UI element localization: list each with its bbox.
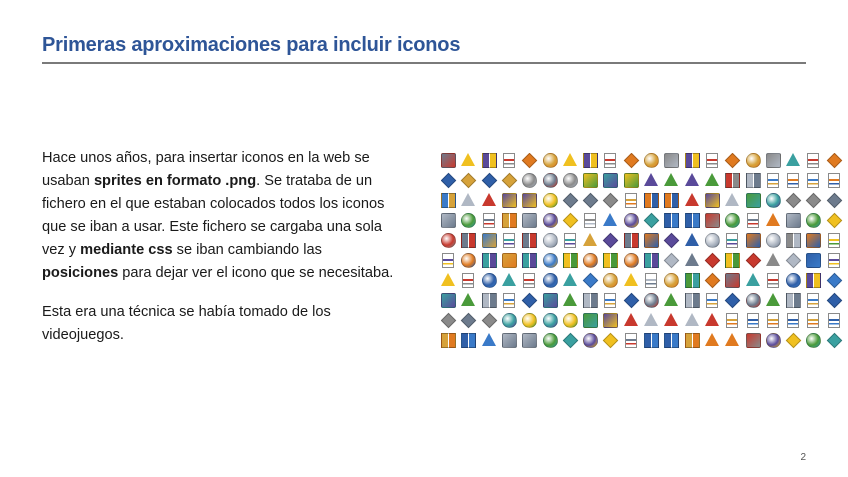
sprite-icon: [441, 313, 456, 329]
sprite-icon: [502, 253, 517, 268]
sprite-icon: [522, 153, 538, 168]
sprite-icon: [543, 293, 558, 308]
sprite-icon: [786, 333, 802, 349]
sprite-icon: [522, 213, 537, 228]
sprite-icon: [563, 293, 577, 306]
sprite-icon: [685, 333, 700, 348]
sprite-icon: [522, 313, 537, 328]
sprite-icon: [603, 253, 618, 268]
sprite-icon: [726, 233, 738, 248]
sprite-icon: [664, 313, 678, 326]
sprite-icon: [483, 213, 495, 228]
sprite-icon: [786, 273, 801, 288]
sprite-icon: [644, 153, 659, 168]
sprite-icon: [746, 293, 761, 308]
sprite-icon: [826, 273, 842, 289]
sprite-icon: [461, 333, 476, 348]
sprite-icon: [766, 253, 780, 266]
sprite-icon: [603, 173, 618, 188]
sprite-icon: [685, 173, 699, 186]
sprite-icon: [664, 253, 680, 269]
sprite-icon: [786, 213, 801, 228]
sprite-icon: [461, 313, 477, 329]
sprite-icon: [685, 193, 699, 206]
p1-bold-css: mediante css: [80, 242, 173, 258]
sprite-icon: [725, 273, 740, 288]
sprite-icon: [461, 173, 477, 189]
sprite-icon: [583, 273, 599, 289]
icon-sprite-sheet: [441, 153, 848, 353]
sprite-icon: [481, 313, 497, 329]
sprite-icon: [563, 273, 577, 286]
sprite-icon: [543, 173, 558, 188]
sprite-icon: [583, 233, 597, 246]
sprite-icon: [583, 293, 598, 308]
sprite-icon: [461, 293, 475, 306]
sprite-icon: [786, 193, 802, 209]
sprite-icon: [828, 313, 840, 328]
sprite-icon: [644, 333, 659, 348]
sprite-icon: [644, 213, 660, 229]
sprite-icon: [461, 213, 476, 228]
p1-text-3: se iban cambiando las: [172, 242, 322, 258]
sprite-icon: [725, 193, 739, 206]
sprite-icon: [725, 253, 740, 268]
sprite-icon: [828, 233, 840, 248]
sprite-icon: [766, 153, 781, 168]
sprite-icon: [441, 173, 456, 189]
sprite-icon: [583, 253, 598, 268]
sprite-icon: [482, 333, 496, 346]
sprite-icon: [826, 153, 842, 168]
sprite-icon: [482, 193, 496, 206]
sprite-icon: [563, 333, 579, 349]
sprite-icon: [522, 233, 537, 248]
sprite-icon: [767, 173, 779, 188]
sprite-icon: [583, 173, 598, 188]
sprite-icon: [807, 173, 819, 188]
sprite-icon: [766, 213, 780, 226]
sprite-icon: [441, 293, 456, 308]
sprite-icon: [522, 293, 538, 309]
sprite-icon: [747, 213, 759, 228]
sprite-icon: [725, 293, 741, 309]
sprite-icon: [441, 273, 455, 286]
sprite-icon: [644, 233, 659, 248]
sprite-icon: [522, 333, 537, 348]
sprite-icon: [623, 293, 639, 309]
sprite-icon: [604, 153, 616, 168]
sprite-icon: [766, 293, 780, 306]
sprite-icon: [462, 273, 474, 288]
sprite-icon: [826, 293, 842, 309]
sprite-icon: [746, 233, 761, 248]
sprite-icon: [725, 333, 739, 346]
sprite-icon: [482, 293, 497, 308]
sprite-icon: [664, 273, 679, 288]
sprite-icon: [746, 273, 760, 286]
sprite-icon: [747, 313, 759, 328]
sprite-icon: [664, 153, 679, 168]
sprite-icon: [563, 153, 577, 166]
sprite-icon: [725, 153, 741, 168]
sprite-icon: [481, 173, 497, 189]
sprite-icon: [583, 313, 598, 328]
sprite-icon: [563, 253, 578, 268]
p1-bold-sprites: sprites en formato .png: [93, 173, 257, 189]
sprite-icon: [664, 193, 679, 208]
sprite-icon: [461, 193, 475, 206]
sprite-icon: [502, 193, 517, 208]
sprite-icon: [644, 253, 659, 268]
sprite-icon: [563, 213, 579, 229]
sprite-icon: [705, 333, 719, 346]
sprite-icon: [603, 213, 617, 226]
sprite-icon: [503, 153, 515, 168]
sprite-icon: [806, 213, 821, 228]
sprite-icon: [543, 193, 558, 208]
sprite-icon: [685, 293, 700, 308]
sprite-icon: [603, 313, 618, 328]
sprite-icon: [826, 333, 842, 349]
sprite-icon: [787, 173, 799, 188]
sprite-icon: [685, 313, 699, 326]
sprite-icon: [625, 193, 637, 208]
sprite-icon: [564, 233, 576, 248]
sprite-icon: [705, 193, 720, 208]
sprite-icon: [746, 153, 761, 168]
sprite-icon: [664, 173, 678, 186]
sprite-icon: [705, 313, 719, 326]
sprite-icon: [482, 273, 497, 288]
p1-text-2: . Se trataba de un fichero en el que estaban colocados todos los iconos que se iban a usar. Este fichero se cargaba una sola vez y: [42, 173, 385, 258]
sprite-icon: [806, 273, 821, 288]
sprite-icon: [624, 173, 639, 188]
sprite-icon: [603, 273, 618, 288]
sprite-icon: [461, 253, 476, 268]
sprite-icon: [726, 313, 738, 328]
sprite-icon: [826, 193, 842, 209]
sprite-icon: [644, 173, 658, 186]
p1-text-4: para dejar ver el icono que se necesitaba.: [118, 265, 394, 281]
slide-title: Primeras aproximaciones para incluir iconos: [42, 34, 461, 56]
sprite-icon: [502, 273, 516, 286]
sprite-icon: [543, 253, 558, 268]
sprite-icon: [441, 233, 456, 248]
sprite-icon: [461, 233, 476, 248]
sprite-icon: [543, 333, 558, 348]
sprite-icon: [441, 213, 456, 228]
sprite-icon: [583, 153, 598, 168]
paragraph-sprites: [42, 147, 402, 285]
sprite-icon: [705, 273, 721, 289]
sprite-icon: [503, 293, 515, 308]
sprite-icon: [543, 213, 558, 228]
sprite-icon: [603, 233, 619, 249]
sprite-icon: [624, 313, 638, 326]
sprite-icon: [685, 233, 699, 246]
sprite-icon: [787, 313, 799, 328]
sprite-icon: [441, 153, 456, 168]
sprite-icon: [664, 233, 680, 249]
sprite-icon: [826, 213, 842, 229]
sprite-icon: [806, 193, 822, 209]
sprite-icon: [705, 213, 720, 228]
sprite-icon: [786, 293, 801, 308]
sprite-icon: [705, 173, 719, 186]
sprite-icon: [746, 173, 761, 188]
p1-text-1: Hace unos años, para insertar iconos en la web se usaban: [42, 150, 370, 189]
sprite-icon: [664, 213, 679, 228]
sprite-icon: [502, 313, 517, 328]
sprite-icon: [705, 233, 720, 248]
paragraph-videogames: Esta era una técnica se había tomado de los videojuegos.: [42, 304, 331, 343]
sprite-icon: [563, 173, 578, 188]
body-text: [42, 147, 402, 363]
sprite-icon: [685, 153, 700, 168]
sprite-icon: [563, 193, 579, 209]
sprite-icon: [807, 313, 819, 328]
sprite-icon: [644, 313, 658, 326]
sprite-icon: [807, 293, 819, 308]
sprite-icon: [645, 273, 657, 288]
sprite-icon: [725, 213, 740, 228]
sprite-icon: [543, 313, 558, 328]
sprite-icon: [623, 153, 639, 168]
sprite-icon: [502, 333, 517, 348]
sprite-icon: [786, 253, 802, 269]
sprite-icon: [603, 333, 619, 349]
sprite-icon: [522, 173, 537, 188]
sprite-icon: [604, 293, 616, 308]
sprite-icon: [786, 233, 801, 248]
sprite-icon: [685, 253, 699, 266]
p1-bold-positions: posiciones: [42, 265, 119, 281]
sprite-icon: [624, 213, 639, 228]
sprite-icon: [725, 173, 740, 188]
sprite-icon: [583, 333, 598, 348]
sprite-icon: [828, 253, 840, 268]
sprite-icon: [664, 333, 679, 348]
sprite-icon: [705, 253, 721, 269]
sprite-icon: [767, 313, 779, 328]
sprite-icon: [706, 153, 718, 168]
sprite-icon: [745, 253, 761, 269]
sprite-icon: [461, 153, 475, 166]
sprite-icon: [624, 233, 639, 248]
sprite-icon: [624, 273, 638, 286]
sprite-icon: [706, 293, 718, 308]
page-number: 2: [800, 452, 806, 463]
sprite-icon: [583, 193, 599, 209]
sprite-icon: [502, 213, 517, 228]
sprite-icon: [523, 273, 535, 288]
sprite-icon: [522, 253, 537, 268]
sprite-icon: [685, 213, 700, 228]
sprite-icon: [543, 233, 558, 248]
sprite-icon: [482, 153, 497, 168]
sprite-icon: [482, 233, 497, 248]
sprite-icon: [828, 173, 840, 188]
sprite-icon: [522, 193, 537, 208]
title-divider: [42, 62, 806, 64]
sprite-icon: [624, 253, 639, 268]
sprite-icon: [807, 153, 819, 168]
sprite-icon: [766, 193, 781, 208]
sprite-icon: [625, 333, 637, 348]
sprite-icon: [644, 293, 659, 308]
sprite-icon: [644, 193, 659, 208]
sprite-icon: [806, 253, 821, 268]
sprite-icon: [543, 273, 558, 288]
sprite-icon: [806, 233, 821, 248]
sprite-icon: [786, 153, 800, 166]
sprite-icon: [767, 273, 779, 288]
sprite-icon: [603, 193, 619, 209]
sprite-icon: [664, 293, 678, 306]
sprite-icon: [503, 233, 515, 248]
sprite-icon: [766, 233, 781, 248]
sprite-icon: [441, 193, 456, 208]
sprite-icon: [543, 153, 558, 168]
sprite-icon: [685, 273, 700, 288]
sprite-icon: [502, 173, 518, 189]
sprite-icon: [746, 193, 761, 208]
sprite-icon: [563, 313, 578, 328]
sprite-icon: [442, 253, 454, 268]
sprite-icon: [482, 253, 497, 268]
sprite-icon: [584, 213, 596, 228]
sprite-icon: [766, 333, 781, 348]
sprite-icon: [746, 333, 761, 348]
sprite-icon: [441, 333, 456, 348]
sprite-icon: [806, 333, 821, 348]
